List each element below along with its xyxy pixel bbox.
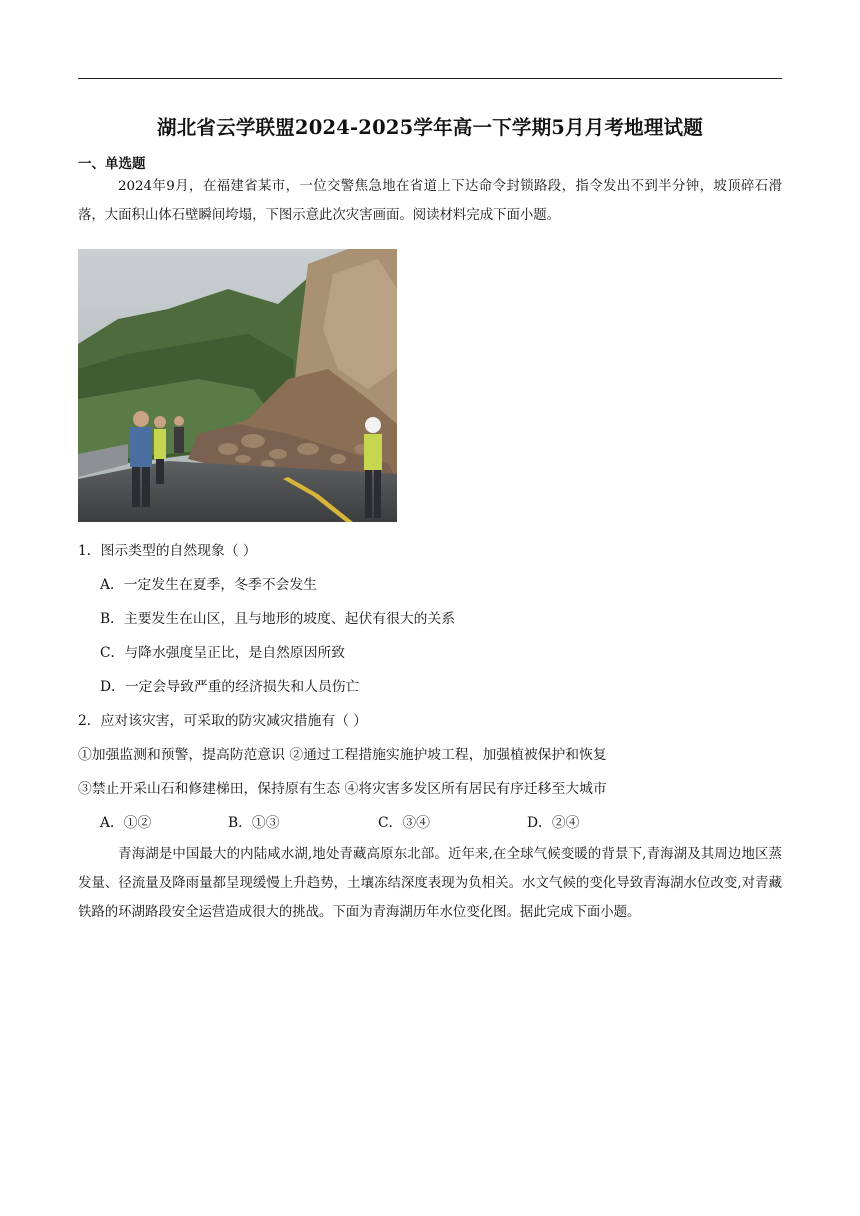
question-2-item-line-1: ①加强监测和预警，提高防范意识 ②通过工程措施实施护坡工程，加强植被保护和恢复: [78, 747, 607, 763]
passage-qinghai-lake-text: 青海湖是中国最大的内陆咸水湖,地处青藏高原东北部。近年来,在全球气候变暖的背景下,青海湖及其周边地区蒸发量、径流量及降雨量都呈现缓慢上升趋势，土壤冻结深度表现为负相关。水文气候的变化导致青海湖水位改变,对青藏铁路的环湖路段安全运营造成很大的挑战。下面为青海湖历年水位变化图。据此完成下面小题。: [78, 847, 782, 920]
question-2-choice-a[interactable]: A．①②: [100, 815, 152, 831]
question-1-option-a[interactable]: A．一定发生在夏季，冬季不会发生: [100, 577, 317, 593]
passage-landslide: [78, 172, 782, 230]
question-1-stem: 1．图示类型的自然现象（ ）: [78, 543, 257, 559]
question-2-stem: 2．应对该灾害，可采取的防灾减灾措施有（ ）: [78, 713, 368, 729]
landslide-photo: [78, 249, 397, 522]
landslide-photo-illustration: [78, 249, 397, 522]
passage-landslide-text: 2024年9月，在福建省某市，一位交警焦急地在省道上下达命令封锁路段，指令发出不到半分钟，坡顶碎石滑落，大面积山体石壁瞬间垮塌，下图示意此次灾害画面。阅读材料完成下面小题。: [78, 179, 782, 223]
question-2-choice-d[interactable]: D．②④: [527, 815, 580, 831]
question-1-option-c[interactable]: C．与降水强度呈正比，是自然原因所致: [100, 645, 346, 661]
passage-qinghai-lake: [78, 840, 782, 927]
question-2-choice-b[interactable]: B．①③: [228, 815, 280, 831]
header-rule: [78, 78, 782, 79]
question-2-item-line-2: ③禁止开采山石和修建梯田，保持原有生态 ④将灾害多发区所有居民有序迁移至大城市: [78, 781, 607, 797]
section-heading: 一、单选题: [78, 156, 146, 172]
question-1-option-b[interactable]: B．主要发生在山区，且与地形的坡度、起伏有很大的关系: [100, 611, 456, 627]
question-1-option-d[interactable]: D．一定会导致严重的经济损失和人员伤亡: [100, 679, 360, 695]
page-title: 湖北省云学联盟2024-2025学年高一下学期5月月考地理试题: [157, 116, 703, 139]
question-2-choice-c[interactable]: C．③④: [378, 815, 430, 831]
